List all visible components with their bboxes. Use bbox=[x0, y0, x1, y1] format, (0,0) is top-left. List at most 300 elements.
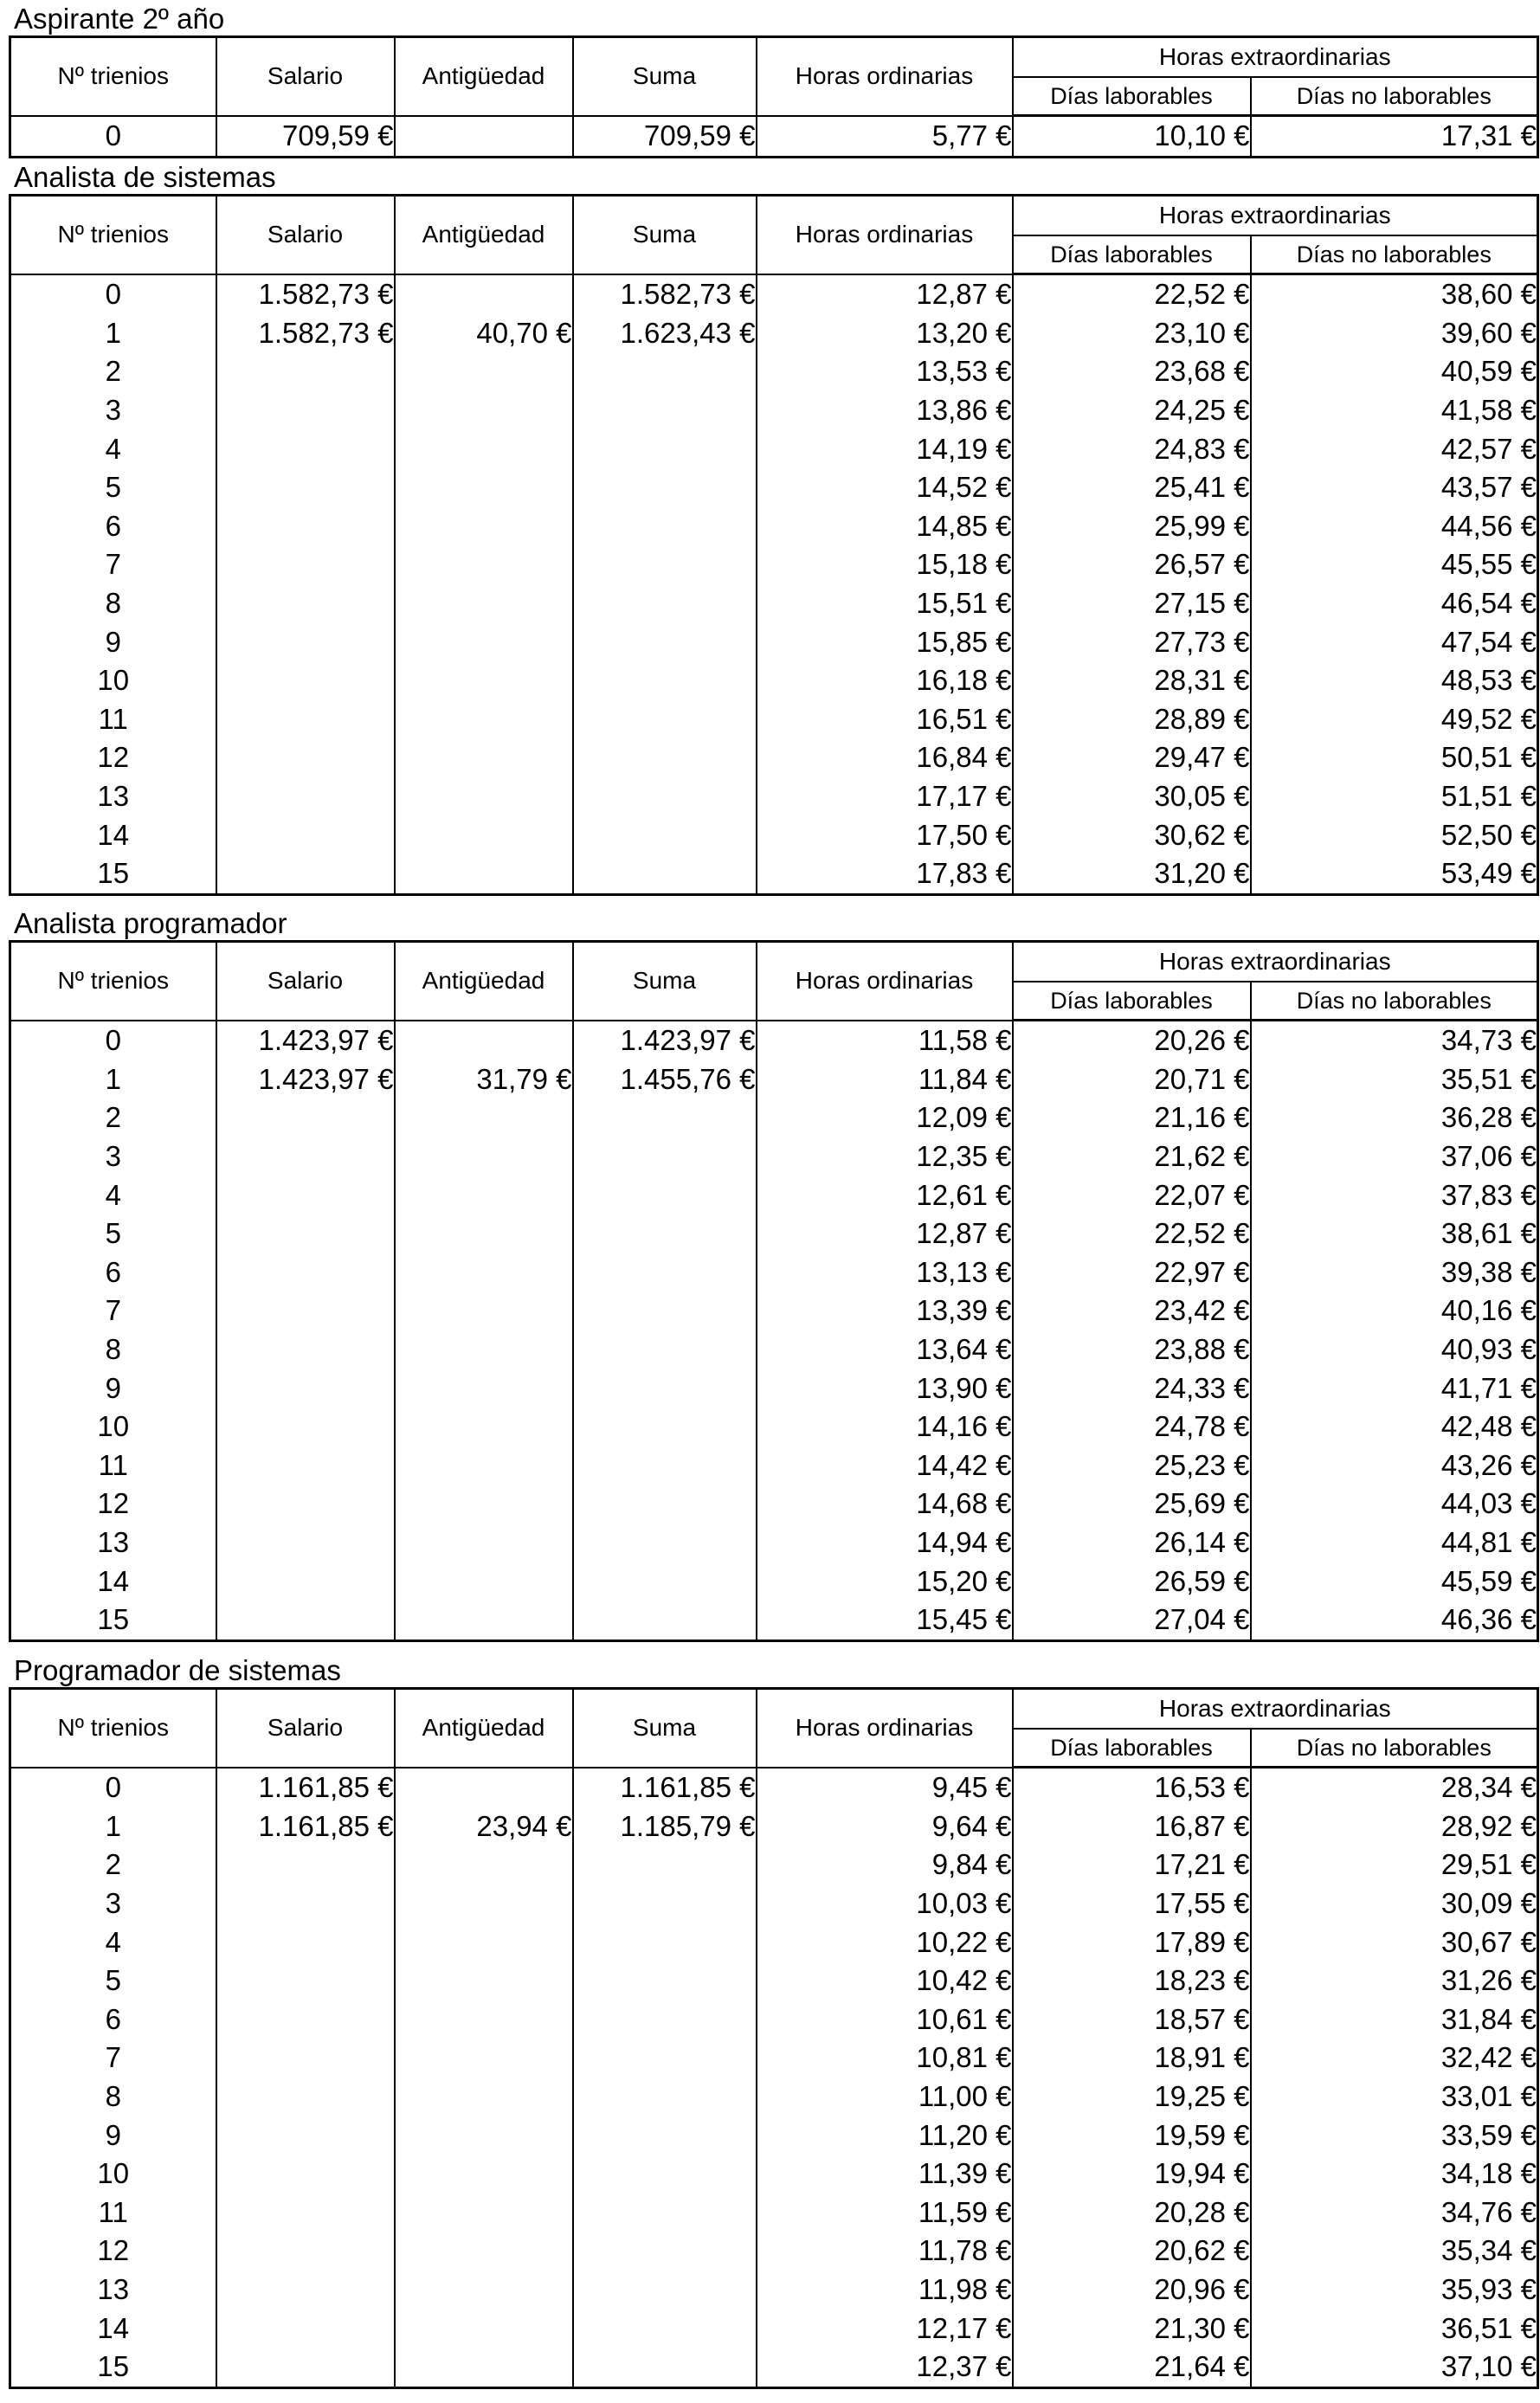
salario-cell bbox=[216, 815, 395, 854]
dias-no-laborables-cell: 48,53 € bbox=[1251, 661, 1538, 700]
trienios-cell: 7 bbox=[10, 2039, 216, 2078]
antiguedad-cell bbox=[395, 468, 573, 507]
salario-cell: 1.161,85 € bbox=[216, 1768, 395, 1807]
salary-table bbox=[9, 1687, 1539, 2389]
dias-laborables-cell: 17,89 € bbox=[1013, 1923, 1251, 1962]
dias-laborables-cell: 20,26 € bbox=[1013, 1021, 1251, 1060]
dias-laborables-cell: 24,78 € bbox=[1013, 1408, 1251, 1446]
section-title: Analista programador bbox=[14, 907, 287, 939]
antiguedad-cell bbox=[395, 661, 573, 700]
horas-ordinarias-cell: 14,94 € bbox=[757, 1524, 1013, 1562]
horas-ordinarias-cell: 13,39 € bbox=[757, 1292, 1013, 1330]
trienios-cell: 6 bbox=[10, 2000, 216, 2039]
horas-ordinarias-cell: 17,50 € bbox=[757, 815, 1013, 854]
antiguedad-cell bbox=[395, 777, 573, 816]
table-row bbox=[10, 2194, 1538, 2232]
suma-cell bbox=[573, 2194, 757, 2232]
salary-table bbox=[9, 35, 1539, 158]
trienios-header: Nº trienios bbox=[10, 196, 216, 274]
dias-laborables-cell: 25,41 € bbox=[1013, 468, 1251, 507]
salario-cell bbox=[216, 738, 395, 777]
salario-cell bbox=[216, 1923, 395, 1962]
salario-cell bbox=[216, 2232, 395, 2271]
suma-cell bbox=[573, 1214, 757, 1253]
antiguedad-cell bbox=[395, 352, 573, 391]
antiguedad-cell bbox=[395, 738, 573, 777]
horas-ordinarias-cell: 9,84 € bbox=[757, 1846, 1013, 1884]
horas-ordinarias-cell: 11,58 € bbox=[757, 1021, 1013, 1060]
table-header bbox=[10, 196, 1538, 274]
salario-cell bbox=[216, 584, 395, 623]
antiguedad-cell bbox=[395, 2078, 573, 2116]
dias-laborables-cell: 22,07 € bbox=[1013, 1176, 1251, 1214]
dias-no-laborables-cell: 31,26 € bbox=[1251, 1962, 1538, 2000]
horas-ordinarias-cell: 12,35 € bbox=[757, 1137, 1013, 1176]
table-row bbox=[10, 2232, 1538, 2271]
horas-ordinarias-cell: 11,98 € bbox=[757, 2271, 1013, 2310]
horas-ordinarias-cell: 12,17 € bbox=[757, 2309, 1013, 2348]
suma-cell bbox=[573, 2348, 757, 2387]
table-row bbox=[10, 1923, 1538, 1962]
trienios-cell: 11 bbox=[10, 700, 216, 739]
horas-ordinarias-cell: 9,45 € bbox=[757, 1768, 1013, 1807]
salary-table bbox=[9, 194, 1539, 896]
salario-cell bbox=[216, 1369, 395, 1408]
table-header bbox=[10, 942, 1538, 1021]
dias-no-laborables-cell: 46,54 € bbox=[1251, 584, 1538, 623]
table-row bbox=[10, 622, 1538, 661]
suma-cell bbox=[573, 1330, 757, 1369]
salario-cell bbox=[216, 1446, 395, 1485]
antiguedad-cell bbox=[395, 391, 573, 430]
salary-section bbox=[9, 908, 1537, 1642]
suma-cell bbox=[573, 584, 757, 623]
dias-no-laborables-header: Días no laborables bbox=[1251, 77, 1538, 116]
horas-ordinarias-cell: 5,77 € bbox=[757, 116, 1013, 158]
table-body bbox=[10, 1768, 1538, 2388]
trienios-cell: 9 bbox=[10, 1369, 216, 1408]
salario-cell: 1.161,85 € bbox=[216, 1807, 395, 1846]
trienios-cell: 2 bbox=[10, 1846, 216, 1884]
antiguedad-cell bbox=[395, 815, 573, 854]
salario-header: Salario bbox=[216, 196, 395, 274]
dias-no-laborables-cell: 35,51 € bbox=[1251, 1060, 1538, 1099]
suma-cell: 1.455,76 € bbox=[573, 1060, 757, 1099]
horas-ordinarias-cell: 17,17 € bbox=[757, 777, 1013, 816]
suma-cell bbox=[573, 661, 757, 700]
dias-laborables-cell: 30,05 € bbox=[1013, 777, 1251, 816]
suma-cell bbox=[573, 1524, 757, 1562]
dias-laborables-cell: 21,30 € bbox=[1013, 2309, 1251, 2348]
dias-no-laborables-header: Días no laborables bbox=[1251, 1729, 1538, 1768]
trienios-cell: 2 bbox=[10, 352, 216, 391]
dias-no-laborables-cell: 44,56 € bbox=[1251, 507, 1538, 546]
horas-ordinarias-cell: 12,09 € bbox=[757, 1098, 1013, 1137]
suma-cell bbox=[573, 468, 757, 507]
dias-laborables-cell: 20,96 € bbox=[1013, 2271, 1251, 2310]
horas-ordinarias-cell: 9,64 € bbox=[757, 1807, 1013, 1846]
table-row bbox=[10, 468, 1538, 507]
section-title: Analista de sistemas bbox=[14, 161, 276, 193]
antiguedad-cell bbox=[395, 1021, 573, 1060]
trienios-cell: 12 bbox=[10, 1485, 216, 1524]
antiguedad-header: Antigüedad bbox=[395, 942, 573, 1021]
table-row bbox=[10, 2078, 1538, 2116]
dias-no-laborables-cell: 42,48 € bbox=[1251, 1408, 1538, 1446]
antiguedad-cell bbox=[395, 1330, 573, 1369]
suma-cell bbox=[573, 1369, 757, 1408]
horas-ordinarias-cell: 12,87 € bbox=[757, 274, 1013, 314]
dias-laborables-cell: 25,23 € bbox=[1013, 1446, 1251, 1485]
suma-cell bbox=[573, 1884, 757, 1923]
table-row bbox=[10, 1524, 1538, 1562]
dias-laborables-cell: 25,69 € bbox=[1013, 1485, 1251, 1524]
suma-cell: 709,59 € bbox=[573, 116, 757, 158]
dias-laborables-cell: 24,33 € bbox=[1013, 1369, 1251, 1408]
antiguedad-cell bbox=[395, 1176, 573, 1214]
salario-cell: 709,59 € bbox=[216, 116, 395, 158]
table-row bbox=[10, 507, 1538, 546]
dias-laborables-cell: 28,31 € bbox=[1013, 661, 1251, 700]
dias-laborables-cell: 16,53 € bbox=[1013, 1768, 1251, 1807]
antiguedad-cell bbox=[395, 2271, 573, 2310]
table-row bbox=[10, 1562, 1538, 1601]
dias-no-laborables-cell: 42,57 € bbox=[1251, 429, 1538, 468]
antiguedad-header: Antigüedad bbox=[395, 196, 573, 274]
dias-laborables-cell: 18,23 € bbox=[1013, 1962, 1251, 2000]
salario-cell bbox=[216, 1408, 395, 1446]
trienios-cell: 2 bbox=[10, 1098, 216, 1137]
antiguedad-cell bbox=[395, 1923, 573, 1962]
dias-laborables-cell: 21,16 € bbox=[1013, 1098, 1251, 1137]
trienios-cell: 10 bbox=[10, 1408, 216, 1446]
salario-cell bbox=[216, 661, 395, 700]
horas-ordinarias-header: Horas ordinarias bbox=[757, 1689, 1013, 1768]
trienios-cell: 8 bbox=[10, 1330, 216, 1369]
table-row bbox=[10, 1021, 1538, 1060]
suma-cell: 1.582,73 € bbox=[573, 274, 757, 314]
dias-laborables-header: Días laborables bbox=[1013, 1729, 1251, 1768]
horas-extraordinarias-header: Horas extraordinarias bbox=[1013, 942, 1538, 982]
table-row bbox=[10, 777, 1538, 816]
suma-cell: 1.423,97 € bbox=[573, 1021, 757, 1060]
antiguedad-cell bbox=[395, 1884, 573, 1923]
table-header bbox=[10, 37, 1538, 116]
antiguedad-cell bbox=[395, 700, 573, 739]
header-row bbox=[10, 942, 1538, 982]
salary-section bbox=[9, 3, 1537, 158]
dias-laborables-cell: 23,42 € bbox=[1013, 1292, 1251, 1330]
antiguedad-header: Antigüedad bbox=[395, 1689, 573, 1768]
trienios-cell: 8 bbox=[10, 2078, 216, 2116]
salario-cell: 1.582,73 € bbox=[216, 274, 395, 314]
antiguedad-cell bbox=[395, 1524, 573, 1562]
horas-ordinarias-cell: 15,85 € bbox=[757, 622, 1013, 661]
dias-no-laborables-cell: 29,51 € bbox=[1251, 1846, 1538, 1884]
suma-cell bbox=[573, 777, 757, 816]
table-row bbox=[10, 1176, 1538, 1214]
horas-ordinarias-cell: 12,61 € bbox=[757, 1176, 1013, 1214]
horas-ordinarias-header: Horas ordinarias bbox=[757, 942, 1013, 1021]
antiguedad-cell bbox=[395, 1485, 573, 1524]
horas-ordinarias-header: Horas ordinarias bbox=[757, 37, 1013, 116]
salario-cell bbox=[216, 854, 395, 894]
dias-no-laborables-cell: 31,84 € bbox=[1251, 2000, 1538, 2039]
horas-ordinarias-cell: 13,86 € bbox=[757, 391, 1013, 430]
section-title: Aspirante 2º año bbox=[14, 3, 225, 35]
trienios-cell: 5 bbox=[10, 1214, 216, 1253]
trienios-cell: 15 bbox=[10, 854, 216, 894]
antiguedad-cell: 23,94 € bbox=[395, 1807, 573, 1846]
salario-cell bbox=[216, 2194, 395, 2232]
trienios-cell: 7 bbox=[10, 1292, 216, 1330]
dias-laborables-cell: 31,20 € bbox=[1013, 854, 1251, 894]
dias-no-laborables-cell: 33,59 € bbox=[1251, 2116, 1538, 2155]
dias-laborables-cell: 23,88 € bbox=[1013, 1330, 1251, 1369]
antiguedad-cell bbox=[395, 429, 573, 468]
horas-ordinarias-cell: 14,68 € bbox=[757, 1485, 1013, 1524]
table-row bbox=[10, 545, 1538, 584]
salario-cell: 1.423,97 € bbox=[216, 1060, 395, 1099]
trienios-cell: 11 bbox=[10, 2194, 216, 2232]
horas-ordinarias-cell: 15,45 € bbox=[757, 1601, 1013, 1640]
antiguedad-cell bbox=[395, 2155, 573, 2194]
horas-ordinarias-cell: 11,84 € bbox=[757, 1060, 1013, 1099]
dias-no-laborables-cell: 36,51 € bbox=[1251, 2309, 1538, 2348]
dias-no-laborables-cell: 32,42 € bbox=[1251, 2039, 1538, 2078]
suma-cell bbox=[573, 1292, 757, 1330]
salario-header: Salario bbox=[216, 1689, 395, 1768]
table-row bbox=[10, 2271, 1538, 2310]
trienios-cell: 9 bbox=[10, 2116, 216, 2155]
trienios-cell: 10 bbox=[10, 661, 216, 700]
antiguedad-cell bbox=[395, 116, 573, 158]
table-row bbox=[10, 1846, 1538, 1884]
suma-cell bbox=[573, 545, 757, 584]
table-row bbox=[10, 391, 1538, 430]
antiguedad-cell bbox=[395, 2039, 573, 2078]
trienios-cell: 13 bbox=[10, 2271, 216, 2310]
salario-cell: 1.582,73 € bbox=[216, 314, 395, 353]
suma-cell bbox=[573, 1846, 757, 1884]
suma-cell bbox=[573, 2232, 757, 2271]
trienios-cell: 13 bbox=[10, 777, 216, 816]
trienios-cell: 0 bbox=[10, 116, 216, 158]
dias-laborables-cell: 19,94 € bbox=[1013, 2155, 1251, 2194]
trienios-cell: 14 bbox=[10, 1562, 216, 1601]
trienios-cell: 15 bbox=[10, 1601, 216, 1640]
dias-laborables-cell: 18,57 € bbox=[1013, 2000, 1251, 2039]
table-row bbox=[10, 584, 1538, 623]
antiguedad-cell bbox=[395, 507, 573, 546]
dias-laborables-cell: 22,97 € bbox=[1013, 1253, 1251, 1292]
suma-cell bbox=[573, 1253, 757, 1292]
dias-laborables-cell: 17,21 € bbox=[1013, 1846, 1251, 1884]
table-row bbox=[10, 1601, 1538, 1640]
trienios-cell: 14 bbox=[10, 2309, 216, 2348]
suma-cell bbox=[573, 2309, 757, 2348]
dias-no-laborables-cell: 40,59 € bbox=[1251, 352, 1538, 391]
horas-extraordinarias-header: Horas extraordinarias bbox=[1013, 196, 1538, 236]
dias-no-laborables-cell: 28,34 € bbox=[1251, 1768, 1538, 1807]
dias-no-laborables-cell: 37,10 € bbox=[1251, 2348, 1538, 2387]
dias-no-laborables-cell: 33,01 € bbox=[1251, 2078, 1538, 2116]
antiguedad-cell bbox=[395, 1292, 573, 1330]
table-row bbox=[10, 700, 1538, 739]
table-row bbox=[10, 2000, 1538, 2039]
trienios-cell: 7 bbox=[10, 545, 216, 584]
dias-laborables-cell: 22,52 € bbox=[1013, 1214, 1251, 1253]
horas-ordinarias-cell: 10,61 € bbox=[757, 2000, 1013, 2039]
horas-ordinarias-cell: 16,18 € bbox=[757, 661, 1013, 700]
suma-cell bbox=[573, 2116, 757, 2155]
dias-no-laborables-cell: 51,51 € bbox=[1251, 777, 1538, 816]
table-row bbox=[10, 2348, 1538, 2387]
horas-ordinarias-header: Horas ordinarias bbox=[757, 196, 1013, 274]
trienios-cell: 5 bbox=[10, 1962, 216, 2000]
table-row bbox=[10, 1962, 1538, 2000]
dias-no-laborables-cell: 34,73 € bbox=[1251, 1021, 1538, 1060]
dias-no-laborables-cell: 30,67 € bbox=[1251, 1923, 1538, 1962]
dias-no-laborables-header: Días no laborables bbox=[1251, 982, 1538, 1021]
antiguedad-cell bbox=[395, 1446, 573, 1485]
table-row bbox=[10, 1485, 1538, 1524]
trienios-cell: 0 bbox=[10, 1768, 216, 1807]
salario-cell bbox=[216, 2039, 395, 2078]
suma-header: Suma bbox=[573, 1689, 757, 1768]
antiguedad-cell: 31,79 € bbox=[395, 1060, 573, 1099]
dias-laborables-header: Días laborables bbox=[1013, 982, 1251, 1021]
table-row bbox=[10, 352, 1538, 391]
dias-no-laborables-cell: 39,38 € bbox=[1251, 1253, 1538, 1292]
dias-laborables-cell: 17,55 € bbox=[1013, 1884, 1251, 1923]
suma-header: Suma bbox=[573, 196, 757, 274]
dias-no-laborables-header: Días no laborables bbox=[1251, 235, 1538, 274]
horas-ordinarias-cell: 13,53 € bbox=[757, 352, 1013, 391]
suma-cell bbox=[573, 1485, 757, 1524]
suma-cell bbox=[573, 1562, 757, 1601]
table-row bbox=[10, 815, 1538, 854]
antiguedad-cell bbox=[395, 2348, 573, 2387]
salario-cell bbox=[216, 2078, 395, 2116]
salario-header: Salario bbox=[216, 37, 395, 116]
dias-laborables-cell: 10,10 € bbox=[1013, 116, 1251, 158]
antiguedad-cell bbox=[395, 1369, 573, 1408]
horas-ordinarias-cell: 13,64 € bbox=[757, 1330, 1013, 1369]
dias-no-laborables-cell: 45,55 € bbox=[1251, 545, 1538, 584]
suma-cell bbox=[573, 429, 757, 468]
antiguedad-cell bbox=[395, 2000, 573, 2039]
table-row bbox=[10, 116, 1538, 158]
horas-ordinarias-cell: 13,90 € bbox=[757, 1369, 1013, 1408]
dias-no-laborables-cell: 34,18 € bbox=[1251, 2155, 1538, 2194]
dias-no-laborables-cell: 41,58 € bbox=[1251, 391, 1538, 430]
dias-laborables-cell: 29,47 € bbox=[1013, 738, 1251, 777]
antiguedad-cell bbox=[395, 1408, 573, 1446]
trienios-cell: 4 bbox=[10, 429, 216, 468]
dias-no-laborables-cell: 53,49 € bbox=[1251, 854, 1538, 894]
dias-no-laborables-cell: 39,60 € bbox=[1251, 314, 1538, 353]
salario-cell bbox=[216, 429, 395, 468]
trienios-cell: 3 bbox=[10, 391, 216, 430]
table-row bbox=[10, 1214, 1538, 1253]
antiguedad-cell bbox=[395, 1846, 573, 1884]
dias-no-laborables-cell: 45,59 € bbox=[1251, 1562, 1538, 1601]
dias-laborables-cell: 26,59 € bbox=[1013, 1562, 1251, 1601]
horas-ordinarias-cell: 12,87 € bbox=[757, 1214, 1013, 1253]
antiguedad-cell bbox=[395, 1562, 573, 1601]
dias-no-laborables-cell: 44,03 € bbox=[1251, 1485, 1538, 1524]
horas-ordinarias-cell: 13,20 € bbox=[757, 314, 1013, 353]
salario-cell bbox=[216, 507, 395, 546]
table-row bbox=[10, 738, 1538, 777]
table-row bbox=[10, 1060, 1538, 1099]
horas-ordinarias-cell: 11,20 € bbox=[757, 2116, 1013, 2155]
dias-laborables-cell: 20,62 € bbox=[1013, 2232, 1251, 2271]
dias-laborables-cell: 23,10 € bbox=[1013, 314, 1251, 353]
salario-cell bbox=[216, 2000, 395, 2039]
suma-cell bbox=[573, 1601, 757, 1640]
dias-no-laborables-cell: 49,52 € bbox=[1251, 700, 1538, 739]
dias-laborables-header: Días laborables bbox=[1013, 235, 1251, 274]
table-row bbox=[10, 1253, 1538, 1292]
dias-no-laborables-cell: 37,06 € bbox=[1251, 1137, 1538, 1176]
dias-no-laborables-cell: 17,31 € bbox=[1251, 116, 1538, 158]
table-body bbox=[10, 1021, 1538, 1641]
suma-cell bbox=[573, 507, 757, 546]
suma-cell bbox=[573, 1098, 757, 1137]
table-body bbox=[10, 116, 1538, 158]
dias-laborables-cell: 21,62 € bbox=[1013, 1137, 1251, 1176]
suma-cell bbox=[573, 738, 757, 777]
salario-header: Salario bbox=[216, 942, 395, 1021]
salario-cell bbox=[216, 2309, 395, 2348]
dias-laborables-cell: 16,87 € bbox=[1013, 1807, 1251, 1846]
table-row bbox=[10, 429, 1538, 468]
table-row bbox=[10, 854, 1538, 894]
antiguedad-cell bbox=[395, 1253, 573, 1292]
horas-ordinarias-cell: 11,39 € bbox=[757, 2155, 1013, 2194]
antiguedad-cell bbox=[395, 1137, 573, 1176]
horas-ordinarias-cell: 16,84 € bbox=[757, 738, 1013, 777]
horas-ordinarias-cell: 15,18 € bbox=[757, 545, 1013, 584]
dias-laborables-cell: 20,28 € bbox=[1013, 2194, 1251, 2232]
salario-cell bbox=[216, 777, 395, 816]
salario-cell bbox=[216, 1292, 395, 1330]
antiguedad-cell bbox=[395, 1768, 573, 1807]
table-row bbox=[10, 1768, 1538, 1807]
horas-ordinarias-cell: 15,51 € bbox=[757, 584, 1013, 623]
trienios-cell: 6 bbox=[10, 507, 216, 546]
horas-ordinarias-cell: 14,52 € bbox=[757, 468, 1013, 507]
salario-cell: 1.423,97 € bbox=[216, 1021, 395, 1060]
antiguedad-cell bbox=[395, 2309, 573, 2348]
antiguedad-cell bbox=[395, 2232, 573, 2271]
dias-laborables-cell: 18,91 € bbox=[1013, 2039, 1251, 2078]
trienios-cell: 3 bbox=[10, 1137, 216, 1176]
horas-ordinarias-cell: 10,22 € bbox=[757, 1923, 1013, 1962]
horas-ordinarias-cell: 11,59 € bbox=[757, 2194, 1013, 2232]
dias-laborables-cell: 25,99 € bbox=[1013, 507, 1251, 546]
antiguedad-cell bbox=[395, 2194, 573, 2232]
salario-cell bbox=[216, 1884, 395, 1923]
trienios-header: Nº trienios bbox=[10, 1689, 216, 1768]
trienios-cell: 0 bbox=[10, 1021, 216, 1060]
table-row bbox=[10, 2155, 1538, 2194]
salario-cell bbox=[216, 1253, 395, 1292]
dias-no-laborables-cell: 40,16 € bbox=[1251, 1292, 1538, 1330]
suma-header: Suma bbox=[573, 37, 757, 116]
